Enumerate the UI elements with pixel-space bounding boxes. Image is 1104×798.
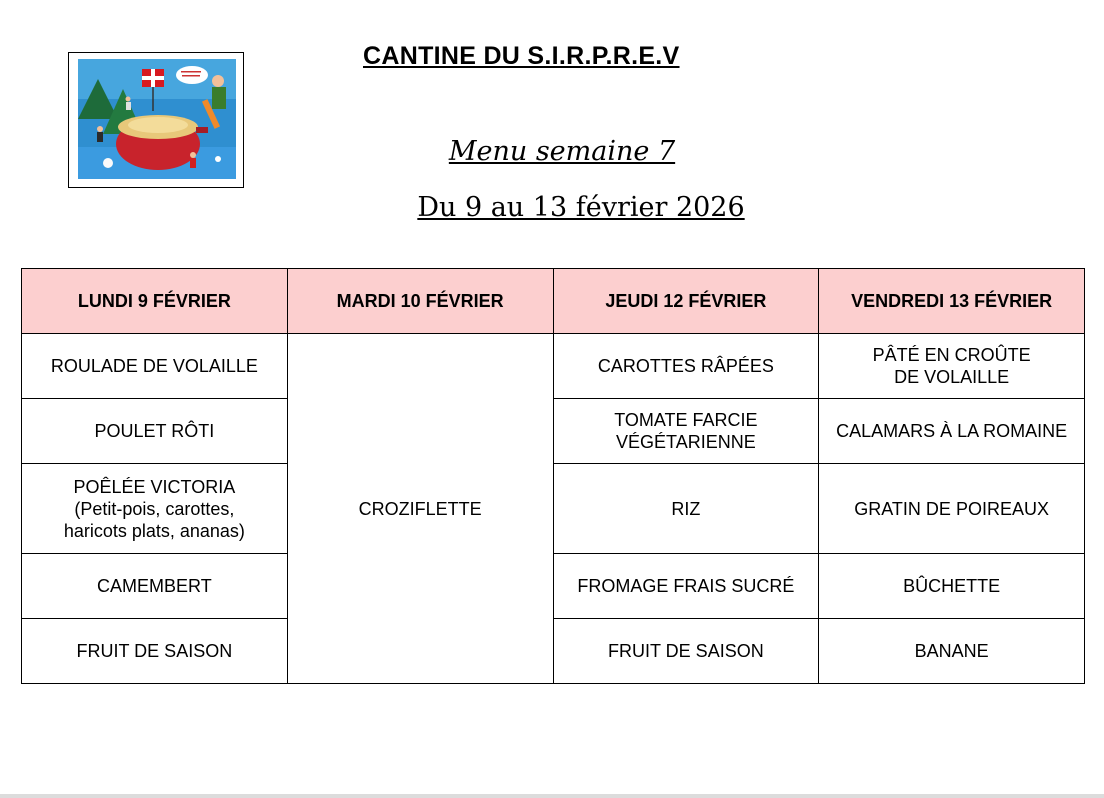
column-header-tuesday: MARDI 10 FÉVRIER bbox=[287, 269, 553, 334]
dates-subtitle: Du 9 au 13 février 2026 bbox=[417, 192, 745, 223]
monday-side-line2: (Petit-pois, carottes, bbox=[74, 498, 235, 519]
monday-dessert: FRUIT DE SAISON bbox=[22, 619, 288, 684]
friday-side: GRATIN DE POIREAUX bbox=[819, 464, 1085, 554]
friday-starter-line2: DE VOLAILLE bbox=[894, 367, 1010, 387]
thursday-starter: CAROTTES RÂPÉES bbox=[553, 334, 819, 399]
thursday-cheese: FROMAGE FRAIS SUCRÉ bbox=[553, 554, 819, 619]
monday-cheese: CAMEMBERT bbox=[22, 554, 288, 619]
logo bbox=[68, 52, 244, 188]
thursday-main bbox=[553, 399, 819, 464]
friday-starter-line1: PÂTÉ EN CROÛTE bbox=[872, 345, 1031, 365]
column-header-friday: VENDREDI 13 FÉVRIER bbox=[819, 269, 1085, 334]
monday-starter: ROULADE DE VOLAILLE bbox=[22, 334, 288, 399]
monday-side-line3: haricots plats, ananas) bbox=[63, 520, 245, 541]
table-row bbox=[22, 619, 1085, 684]
monday-main: POULET RÔTI bbox=[22, 399, 288, 464]
table-row bbox=[22, 334, 1085, 399]
friday-dessert: BANANE bbox=[819, 619, 1085, 684]
monday-side bbox=[22, 464, 288, 554]
thursday-side: RIZ bbox=[553, 464, 819, 554]
column-header-monday: LUNDI 9 FÉVRIER bbox=[22, 269, 288, 334]
page-title: CANTINE DU S.I.R.P.R.E.V bbox=[363, 42, 680, 70]
friday-cheese: BÛCHETTE bbox=[819, 554, 1085, 619]
monday-side-line1: POÊLÉE VICTORIA bbox=[73, 476, 236, 497]
thursday-main-line2: VÉGÉTARIENNE bbox=[616, 432, 756, 452]
thursday-main-line1: TOMATE FARCIE bbox=[614, 410, 758, 430]
table-row bbox=[22, 399, 1085, 464]
column-header-thursday: JEUDI 12 FÉVRIER bbox=[553, 269, 819, 334]
table-row bbox=[22, 464, 1085, 554]
table-row bbox=[22, 554, 1085, 619]
tuesday-main-dish: CROZIFLETTE bbox=[287, 334, 553, 684]
friday-main: CALAMARS À LA ROMAINE bbox=[819, 399, 1085, 464]
friday-starter bbox=[819, 334, 1085, 399]
thursday-dessert: FRUIT DE SAISON bbox=[553, 619, 819, 684]
week-subtitle: Menu semaine 7 bbox=[448, 136, 676, 167]
menu-table bbox=[21, 268, 1085, 684]
bottom-divider bbox=[0, 794, 1104, 798]
header-row bbox=[22, 269, 1085, 334]
